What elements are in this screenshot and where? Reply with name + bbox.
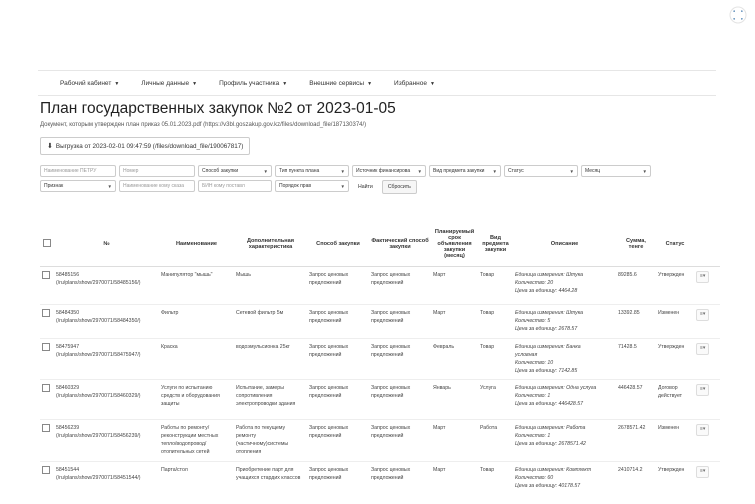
chevron-down-icon: ▼ <box>492 168 497 174</box>
nav-item-profile[interactable]: Профиль участника ▼ <box>219 79 288 87</box>
col-num[interactable]: № <box>54 222 159 267</box>
table-header-row <box>40 222 720 267</box>
chevron-down-icon: ▼ <box>367 80 373 87</box>
row-sum: 2678571.42 <box>616 420 656 462</box>
row-number-link[interactable]: 58484350 (/ru/plans/show/2970071/58484350/) <box>54 305 159 339</box>
col-sum[interactable]: Сумма, тенге <box>616 222 656 267</box>
row-actual-method: Запрос ценовых предложений <box>369 267 431 305</box>
row-status: Изменен <box>656 305 694 339</box>
row-status: Утвержден <box>656 462 694 500</box>
menu-icon: ≡ <box>700 345 703 351</box>
row-characteristics: Мышь <box>234 267 307 305</box>
chevron-down-icon: ▼ <box>263 168 268 174</box>
chevron-down-icon: ▼ <box>642 168 647 174</box>
menu-icon: ≡ <box>700 386 703 393</box>
short-name-input[interactable]: Наименование кому сказа <box>119 180 195 192</box>
row-sum: 13392.85 <box>616 305 656 339</box>
row-status: Утвержден <box>656 339 694 380</box>
select-all-checkbox[interactable] <box>43 239 51 247</box>
row-actions-button[interactable]: ≡▾ <box>696 309 709 321</box>
row-status: Договор действует <box>656 380 694 420</box>
page-title: План государственных закупок №2 от 2023-01-05 <box>40 100 396 117</box>
row-actions-button[interactable]: ≡▾ <box>696 343 709 355</box>
row-name: Работы по ремонту/ реконструкции местных тепло/водопровод/ отопительных сетей <box>159 420 234 462</box>
row-method: Запрос ценовых предложений <box>307 339 369 380</box>
row-checkbox[interactable] <box>42 424 50 432</box>
row-actions-button[interactable]: ≡▾ <box>696 466 709 478</box>
method-select[interactable]: Способ закупки ▼ <box>198 165 272 177</box>
table-row <box>40 305 720 339</box>
menu-icon: ≡ <box>700 426 703 433</box>
row-description: Единица измерения: Штука Количество: 20 Цена за единицу: 4464.28 <box>513 267 616 305</box>
row-checkbox[interactable] <box>42 343 50 351</box>
row-subject: Товар <box>478 339 513 380</box>
number-filter-input[interactable]: Номер <box>119 165 195 177</box>
row-checkbox[interactable] <box>42 309 50 317</box>
status-select[interactable]: Статус ▼ <box>504 165 578 177</box>
col-name[interactable]: Наименование <box>159 222 234 267</box>
order-select[interactable]: Порядок прав ▼ <box>275 180 349 192</box>
row-characteristics: водоэмульсионка 25кг <box>234 339 307 380</box>
table-row <box>40 462 720 500</box>
month-select[interactable]: Месяц ▼ <box>581 165 651 177</box>
menu-icon: ≡ <box>700 311 703 317</box>
row-description: Единица измерения: Банка условная Количество: 10 Цена за единицу: 7142.85 <box>513 339 616 380</box>
plan-item-type-select[interactable]: Тип пункта плана ▼ <box>275 165 349 177</box>
row-subject: Работа <box>478 420 513 462</box>
row-actual-method: Запрос ценовых предложений <box>369 380 431 420</box>
row-method: Запрос ценовых предложений <box>307 420 369 462</box>
row-subject: Товар <box>478 267 513 305</box>
chevron-down-icon: ▼ <box>429 80 435 87</box>
menu-icon: ≡ <box>700 273 703 279</box>
row-sum: 89285.6 <box>616 267 656 305</box>
row-month: Март <box>431 420 478 462</box>
row-description: Единица измерения: Комплект Количество: 60 Цена за единицу: 40178.57 <box>513 462 616 500</box>
table-row <box>40 267 720 305</box>
row-subject: Товар <box>478 462 513 500</box>
name-filter-input[interactable]: Наименование ПЕТРУ <box>40 165 116 177</box>
row-method: Запрос ценовых предложений <box>307 380 369 420</box>
row-checkbox[interactable] <box>42 466 50 474</box>
row-number-link[interactable]: 58460329 (/ru/plans/show/2970071/58460329/) <box>54 380 159 420</box>
select-all-cell <box>40 222 54 267</box>
chevron-down-icon: ▼ <box>417 168 422 174</box>
chevron-down-icon: ▼ <box>114 80 120 87</box>
nav-item-favorites[interactable]: Избранное ▼ <box>394 79 435 87</box>
row-actions-button[interactable]: ≡▾ <box>696 271 709 283</box>
bin-input[interactable]: БИН кому поставл <box>198 180 272 192</box>
download-icon: ⬇ <box>47 143 53 150</box>
row-actions-button[interactable]: ≡▾ <box>696 384 709 396</box>
row-month: Март <box>431 305 478 339</box>
row-month: Февраль <box>431 339 478 380</box>
document-link[interactable]: Документ, которым утвержден план приказ 05.01.2023.pdf (https://v3bl.goszakup.gov.kz/files/download_file/187130374/) <box>40 122 367 128</box>
row-number-link[interactable]: 58451544 (/ru/plans/show/2970071/58451544/) <box>54 462 159 500</box>
row-sum: 2410714.2 <box>616 462 656 500</box>
row-name: Манипулятор "мышь" <box>159 267 234 305</box>
chevron-down-icon: ▼ <box>340 183 345 189</box>
col-month[interactable]: Планируемый срок объявления закупки (месяц) <box>431 222 478 267</box>
chevron-down-icon: ▼ <box>340 168 345 174</box>
row-description: Единица измерения: Штука Количество: 5 Цена за единицу: 2678.57 <box>513 305 616 339</box>
row-number-link[interactable]: 58456239 (/ru/plans/show/2970071/58456239/) <box>54 420 159 462</box>
filters-panel <box>40 165 670 197</box>
row-method: Запрос ценовых предложений <box>307 462 369 500</box>
nav-item-services[interactable]: Внешние сервисы ▼ <box>309 79 373 87</box>
row-status: Утвержден <box>656 267 694 305</box>
plans-table <box>40 222 720 500</box>
top-navbar <box>38 70 716 96</box>
nav-item-personal[interactable]: Личные данные ▼ <box>141 79 198 87</box>
row-method: Запрос ценовых предложений <box>307 305 369 339</box>
row-sum: 71428.5 <box>616 339 656 380</box>
find-button[interactable]: Найти <box>358 184 373 190</box>
col-actions <box>694 222 720 267</box>
col-actual-method[interactable]: Фактический способ закупки <box>369 222 431 267</box>
row-name: Услуги по испытанию средств и оборудования защиты <box>159 380 234 420</box>
row-month: Март <box>431 462 478 500</box>
row-actual-method: Запрос ценовых предложений <box>369 420 431 462</box>
row-actions-button[interactable]: ≡▾ <box>696 424 709 436</box>
row-status: Изменен <box>656 420 694 462</box>
row-name: Фильтр <box>159 305 234 339</box>
chevron-down-icon: ▼ <box>107 183 112 189</box>
col-method[interactable]: Способ закупки <box>307 222 369 267</box>
row-checkbox[interactable] <box>42 384 50 392</box>
row-name: Парта/стол <box>159 462 234 500</box>
col-status[interactable]: Статус <box>656 222 694 267</box>
row-month: Март <box>431 267 478 305</box>
chevron-down-icon: ▼ <box>569 168 574 174</box>
chevron-down-icon: ▼ <box>282 80 288 87</box>
row-actual-method: Запрос ценовых предложений <box>369 305 431 339</box>
sign-select[interactable]: Признак ▼ <box>40 180 116 192</box>
row-method: Запрос ценовых предложений <box>307 267 369 305</box>
reset-button[interactable]: Сбросить <box>382 180 417 194</box>
table-row <box>40 339 720 380</box>
table-row <box>40 420 720 462</box>
row-number-link[interactable]: 58475947 (/ru/plans/show/2970071/58475947/) <box>54 339 159 380</box>
download-button[interactable]: ⬇ Выгрузка от 2023-02-01 09:47:59 (/files/download_file/190067817) <box>40 137 250 155</box>
subject-type-select[interactable]: Вид предмета закупки ▼ <box>429 165 501 177</box>
funding-select[interactable]: Источник финансирова ▼ <box>352 165 426 177</box>
row-actual-method: Запрос ценовых предложений <box>369 462 431 500</box>
row-name: Краска <box>159 339 234 380</box>
col-description[interactable]: Описание <box>513 222 616 267</box>
row-subject: Товар <box>478 305 513 339</box>
col-characteristics[interactable]: Дополнительная характеристика <box>234 222 307 267</box>
row-subject: Услуга <box>478 380 513 420</box>
row-actual-method: Запрос ценовых предложений <box>369 339 431 380</box>
row-description: Единица измерения: Работа Количество: 1 Цена за единицу: 2678571.42 <box>513 420 616 462</box>
col-subject[interactable]: Вид предмета закупки <box>478 222 513 267</box>
table-row <box>40 380 720 420</box>
row-checkbox[interactable] <box>42 271 50 279</box>
row-sum: 446428.57 <box>616 380 656 420</box>
row-number-link[interactable]: 58485156 (/ru/plans/show/2970071/58485156/) <box>54 267 159 305</box>
nav-item-cabinet[interactable]: Рабочий кабинет ▼ <box>60 79 120 87</box>
row-characteristics: Приобретение парт для учащихся стардих классов <box>234 462 307 500</box>
row-characteristics: Испытание, замеры сопротивления электропроводки здания <box>234 380 307 420</box>
menu-icon: ≡ <box>700 468 703 475</box>
row-description: Единица измерения: Одна услуга Количество: 1 Цена за единицу: 446428.57 <box>513 380 616 420</box>
corner-expand-icon[interactable] <box>729 6 747 24</box>
chevron-down-icon: ▼ <box>192 80 198 87</box>
row-characteristics: Работа по текущему ремонту (частичному)системы отопления <box>234 420 307 462</box>
row-month: Январь <box>431 380 478 420</box>
row-characteristics: Сетевой фильтр 5м <box>234 305 307 339</box>
